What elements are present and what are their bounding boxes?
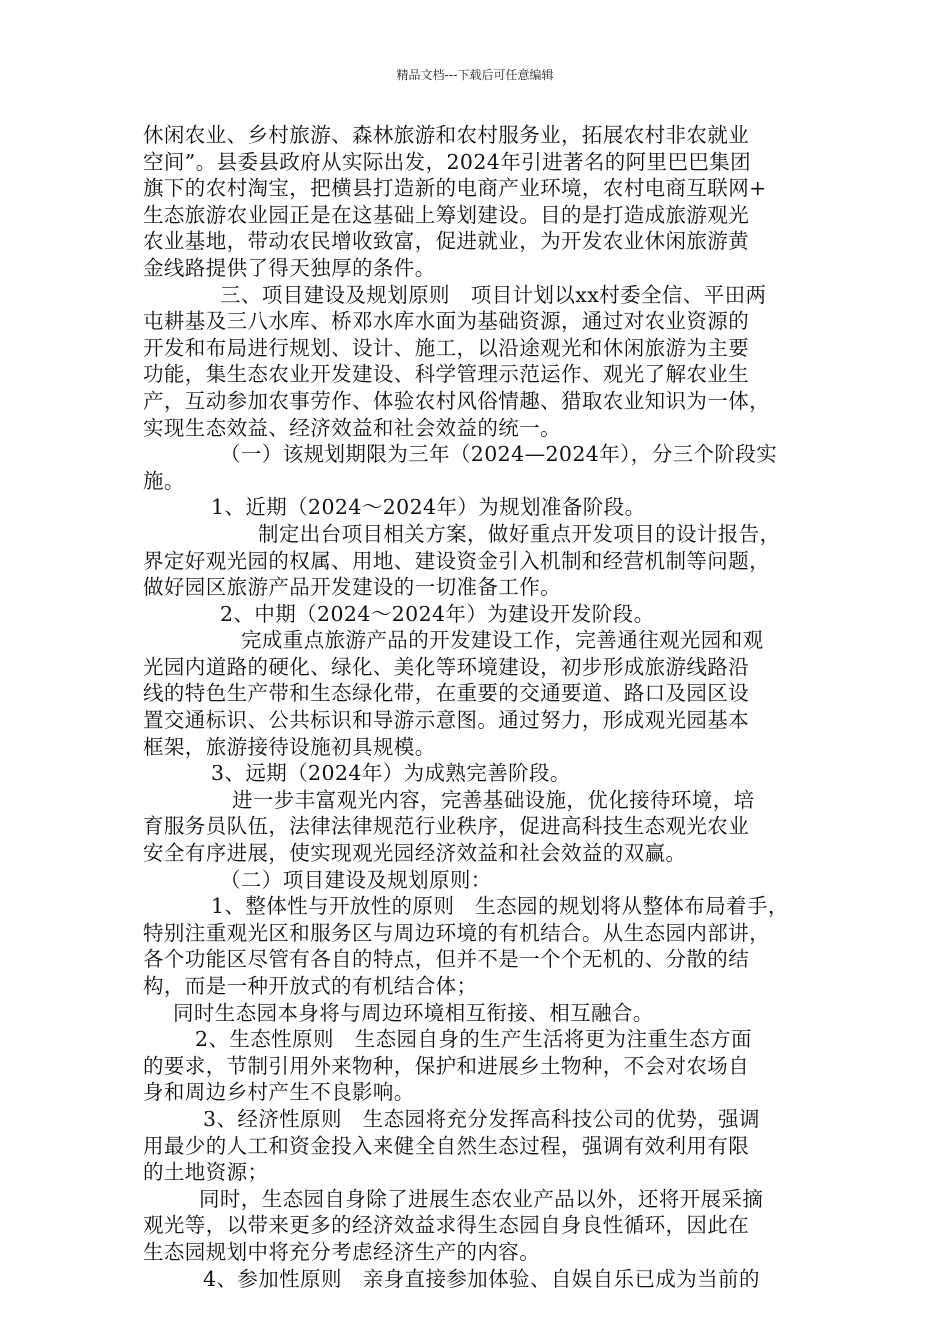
text-line: 同时，生态园自身除了进展生态农业产品以外，还将开展采摘	[199, 1186, 764, 1211]
text-line: 产，互动参加农事劳作、体验农村风俗情趣、猎取农业知识为一体，	[143, 388, 770, 413]
text-line: 农业基地，带动农民增收致富，促进就业，为开发农业休闲旅游黄	[143, 229, 750, 254]
text-line: 3、远期（2024年）为成熟完善阶段。	[211, 761, 571, 786]
text-line: 线的特色生产带和生态绿化带，在重要的交通要道、路口及园区设	[143, 681, 750, 706]
text-line: 安全有序进展，使实现观光园经济效益和社会效益的双赢。	[143, 841, 687, 866]
text-line: 各个功能区尽管有各自的特点，但并不是一个个无机的、分散的结	[143, 947, 750, 972]
text-line: （二）项目建设及规划原则：	[220, 867, 492, 892]
text-line: 的要求，节制引用外来物种，保护和进展乡土物种，不会对农场自	[143, 1053, 750, 1078]
text-line: 2、生态性原则 生态园自身的生产生活将更为注重生态方面	[195, 1027, 752, 1052]
text-line: 观光等，以带来更多的经济效益求得生态园自身良性循环，因此在	[143, 1213, 750, 1238]
text-line: 置交通标识、公共标识和导游示意图。通过努力，形成观光园基本	[143, 708, 750, 733]
text-line: 构，而是一种开放式的有机结合体；	[143, 974, 478, 998]
text-line: 进一步丰富观光内容，完善基础设施，优化接待环境，培	[232, 787, 755, 812]
text-line: 制定出台项目相关方案，做好重点开发项目的设计报告，	[258, 521, 781, 546]
text-line: 界定好观光园的权属、用地、建设资金引入机制和经营机制等问题，	[143, 548, 770, 573]
text-line: 2、中期（2024～2024年）为建设开发阶段。	[220, 601, 655, 626]
text-line: 育服务员队伍，法律法律规范行业秩序，促进高科技生态观光农业	[143, 814, 750, 839]
text-line: 特别注重观光区和服务区与周边环境的有机结合。从生态园内部讲，	[143, 920, 770, 945]
text-line: 1、近期（2024～2024年）为规划准备阶段。	[211, 495, 646, 520]
text-line: 生态园规划中将充分考虑经济生产的内容。	[143, 1239, 541, 1264]
text-line: 的土地资源；	[143, 1160, 269, 1185]
text-line: 空间”。县委县政府从实际出发，2024年引进著名的阿里巴巴集团	[143, 149, 752, 174]
text-line: 框架，旅游接待设施初具规模。	[143, 734, 436, 759]
text-line: 功能，集生态农业开发建设、科学管理示范运作、观光了解农业生	[143, 362, 750, 387]
text-line: 4、参加性原则 亲身直接参加体验、自娱自乐已成为当前的	[203, 1266, 760, 1291]
text-line: 3、经济性原则 生态园将充分发挥高科技公司的优势，强调	[203, 1106, 760, 1131]
text-line: 旗下的农村淘宝，把横县打造新的电商产业环境，农村电商互联网+	[143, 176, 767, 201]
text-line: 同时生态园本身将与周边环境相互衔接、相互融合。	[173, 1000, 654, 1025]
text-line: 施。	[143, 468, 185, 493]
text-line: 开发和布局进行规划、设计、施工，以沿途观光和休闲旅游为主要	[143, 335, 750, 360]
text-line: 做好园区旅游产品开发建设的一切准备工作。	[143, 575, 561, 600]
text-line: 用最少的人工和资金投入来健全自然生态过程，强调有效利用有限	[143, 1133, 750, 1158]
text-line: （一）该规划期限为三年（2024—2024年），分三个阶段实	[220, 442, 778, 467]
text-line: 身和周边乡村产生不良影响。	[143, 1080, 415, 1105]
text-line: 休闲农业、乡村旅游、森林旅游和农村服务业，拓展农村非农就业	[143, 123, 750, 147]
text-line: 金线路提供了得天独厚的条件。	[143, 255, 436, 280]
text-line: 屯耕基及三八水库、桥邓水库水面为基础资源，通过对农业资源的	[143, 309, 750, 334]
text-line: 实现生态效益、经济效益和社会效益的统一。	[143, 415, 561, 440]
text-line: 完成重点旅游产品的开发建设工作，完善通往观光园和观	[241, 628, 764, 653]
text-line: 光园内道路的硬化、绿化、美化等环境建设，初步形成旅游线路沿	[143, 654, 750, 679]
page-header: 精品文档---下载后可任意编辑	[396, 68, 554, 82]
text-line: 生态旅游农业园正是在这基础上筹划建设。目的是打造成旅游观光	[143, 202, 750, 227]
document-body	[143, 122, 813, 1292]
text-line: 三、项目建设及规划原则 项目计划以xx村委全信、平田两	[220, 282, 767, 307]
text-line: 1、整体性与开放性的原则 生态园的规划将从整体布局着手，	[211, 894, 789, 919]
